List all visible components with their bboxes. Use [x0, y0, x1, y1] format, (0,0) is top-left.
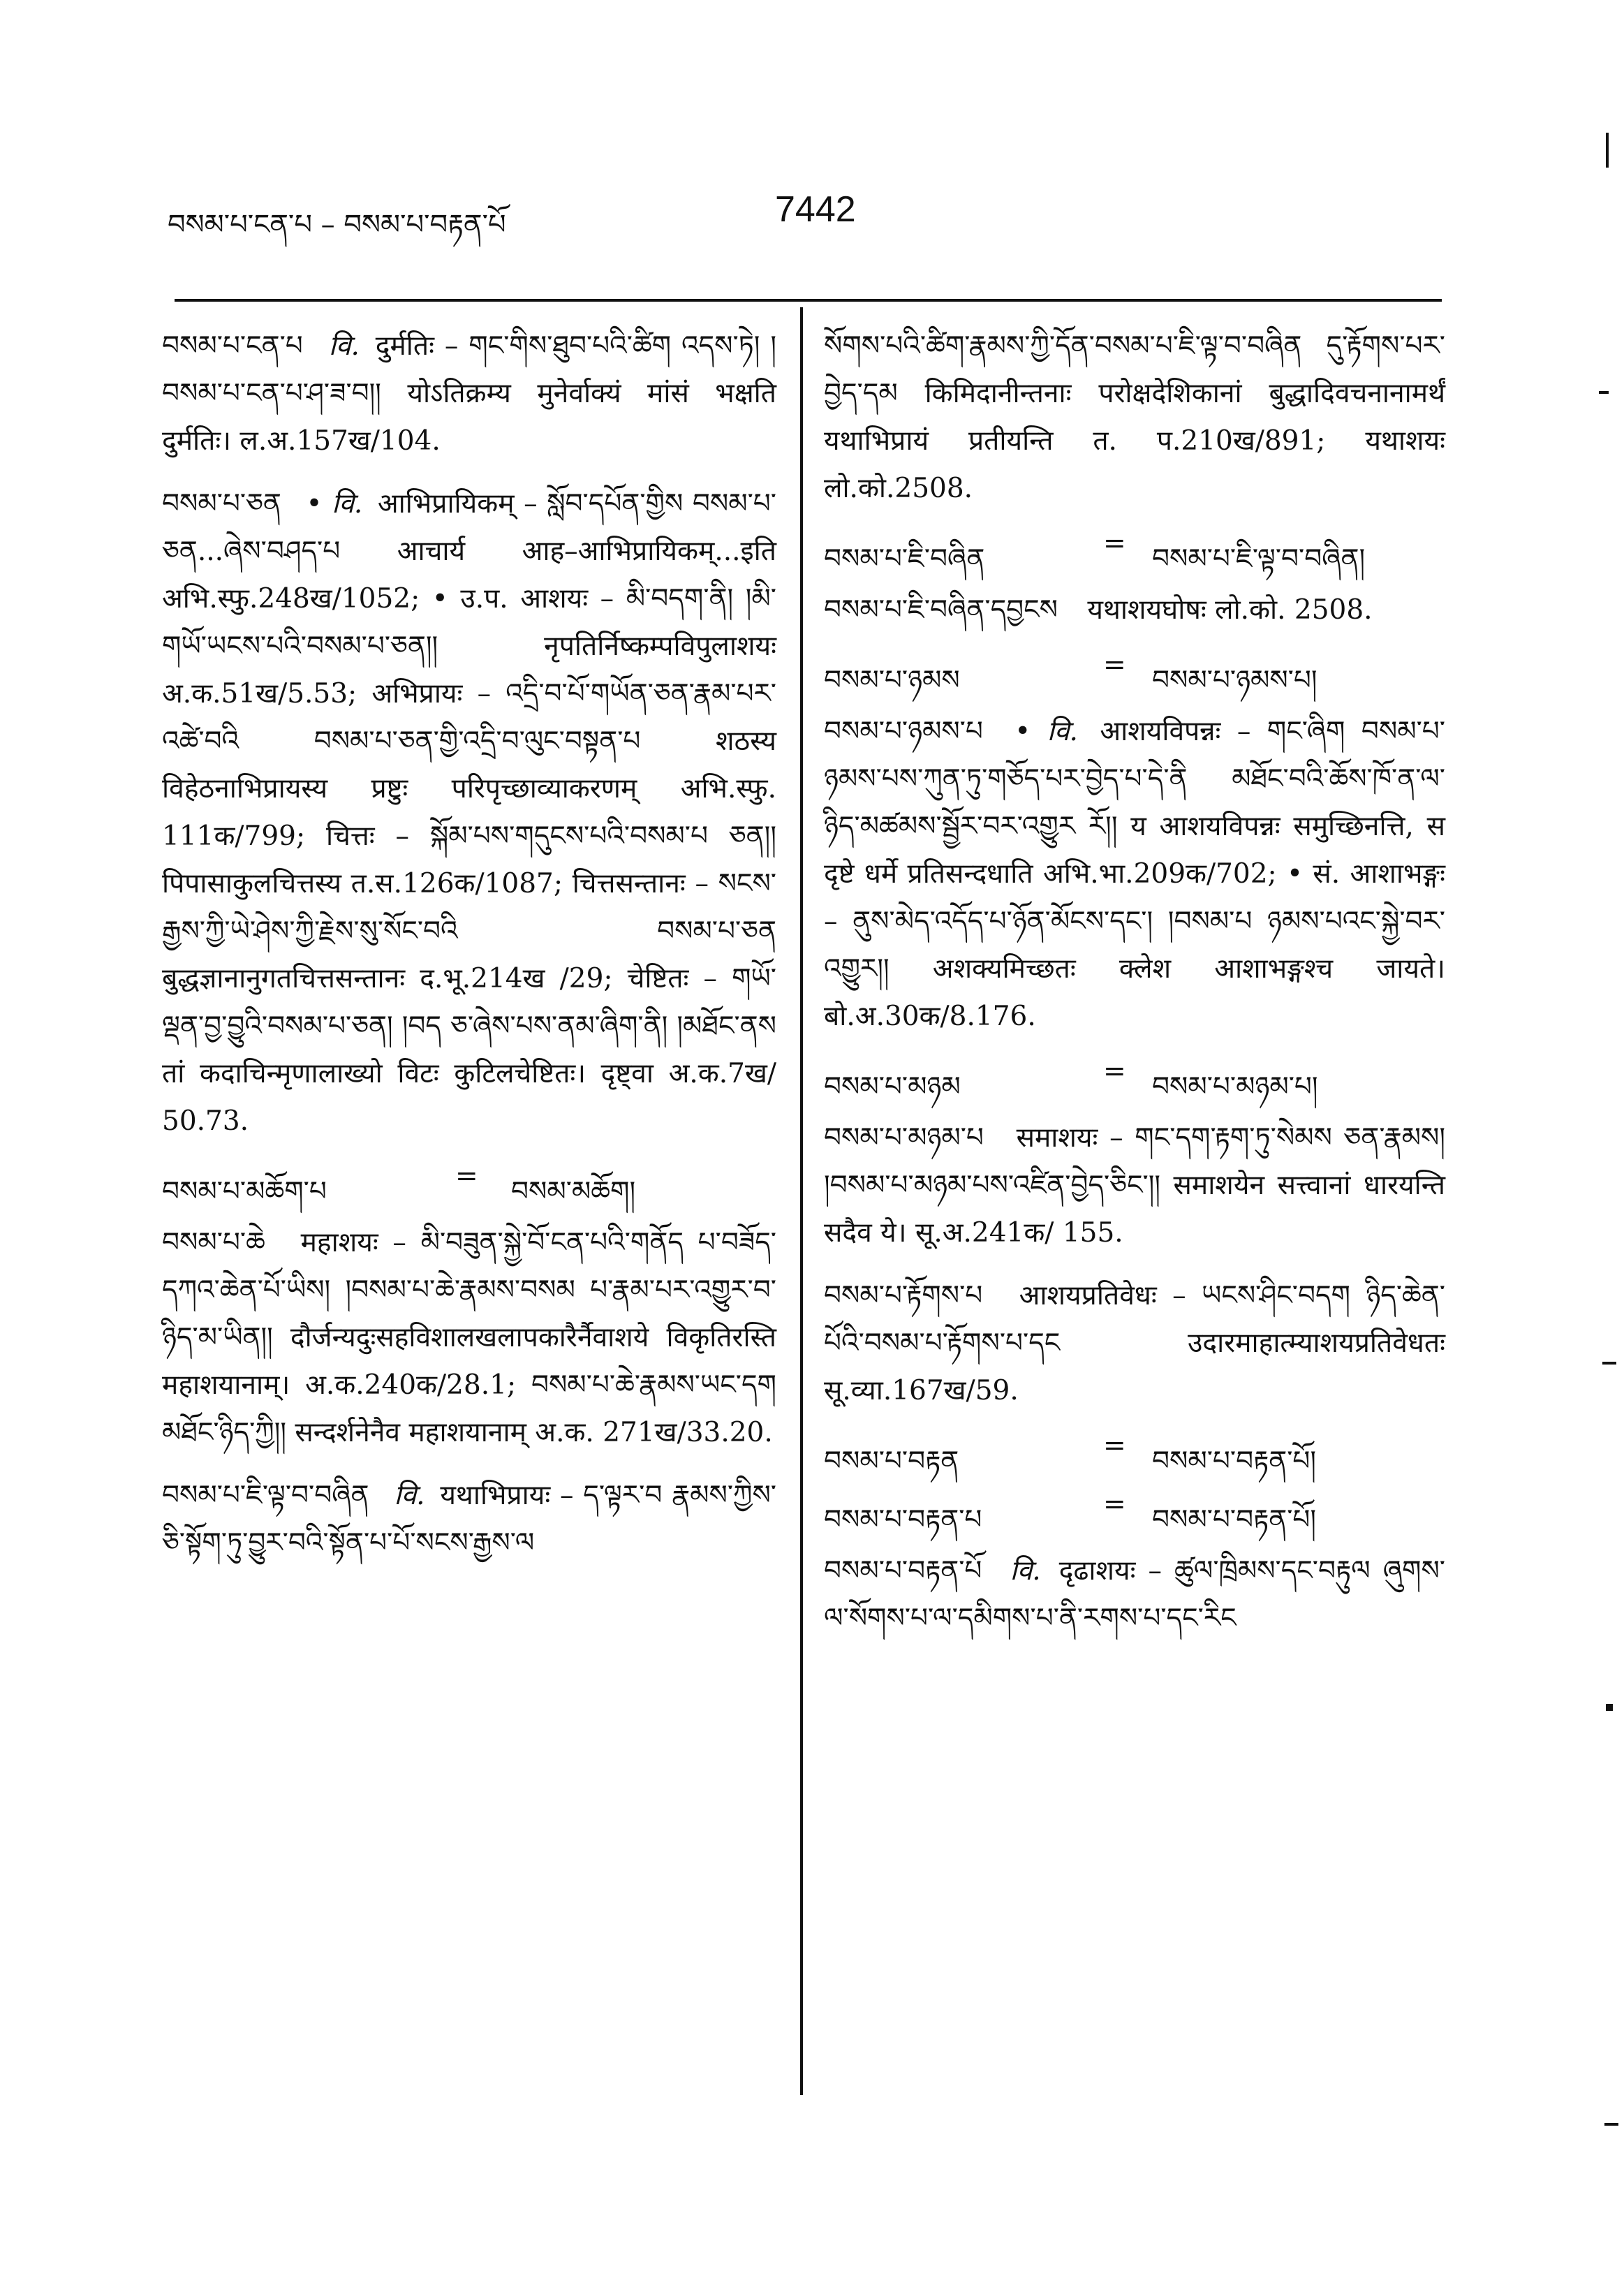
scan-margin-mark [1599, 391, 1609, 394]
cross-reference [824, 1489, 1445, 1536]
dictionary-entry [162, 1472, 776, 1567]
grammar-label: • वि. [1014, 716, 1078, 747]
dictionary-entry [162, 323, 776, 465]
left-column [162, 323, 776, 1582]
entry-headword: བསམ་པ་ཇི་བཞིན་དབྱངས [824, 594, 1058, 626]
entry-body: दृढाशयः – ཚུལ་ཁྲིམས་དང་བརྟུལ ཞུགས་ལ་སོགས་པ་ལ་དམིགས་པ་ནི་རགས་པ་དང་རིང [824, 1555, 1445, 1634]
entry-headword: བསམ་པ་རྟོགས་པ [824, 1280, 983, 1311]
page-header [168, 189, 1438, 244]
cross-reference [824, 649, 1445, 697]
entry-headword: བསམ་པ་མཆོག་པ [162, 1176, 327, 1207]
entry-headword: བསམ་པ་ཉམས [824, 665, 960, 696]
entry-body: आशयप्रतिवेधः – ཡངས་ཤིང་བདག ཉིད་ཆེན་པོའི་བསམ་པ་རྟོགས་པ་དང उदारमाहात्म्याशयप्रतिवेधतः सू.व्या.167ख/59. [824, 1280, 1445, 1406]
header-rule [175, 299, 1442, 302]
entry-body: महाशयः – མི་བཟུན་སྐྱེ་བོ་ངན་པའི་གནོད པ་བཟོད་དཀའ་ཆེན་པོ་ཡིས། །བསམ་པ་ཆེ་རྣམས་བསམ པ་རྣམ་པར་འགྱུར་བ་ཉིད་མ་ཡིན།། दौर्जन्यदुःसहविशालखलापकारैर्नैवाशये विकृतिरस्ति महाशयानाम्। अ.क.240क/28.1; བསམ་པ་ཆེ་རྣམས་ཡང་དག མཐོང་ཉིད་ཀྱི།། सन्दर्शनेनैव महाशयानाम् अ.क. 271ख/33.20. [162, 1227, 776, 1448]
entry-headword: བསམ་པ་ཅན [162, 488, 281, 520]
entry-continuation [824, 323, 1445, 513]
grammar-label: वि. [394, 1480, 425, 1511]
cross-reference [824, 1056, 1445, 1103]
cross-reference [162, 1161, 776, 1208]
cross-reference-target: བསམ་པ་མཉམ་པ། [1152, 1071, 1318, 1103]
dictionary-entry [824, 1272, 1445, 1415]
entry-body: दुर्मतिः – གང་གིས་ཐུབ་པའི་ཚིག འདས་ཏེ། །བསམ་པ་ངན་པ་ཤ་ཟ་བ།། योऽतिक्रम्य मुनेर्वाक्यं मांसं भक्षति दुर्मतिः। ल.अ.157ख/104. [162, 330, 777, 457]
cross-reference-target: བསམ་པ་ཉམས་པ། [1152, 665, 1317, 696]
entry-body: यथाभिप्रायः – ད་ལྟར་བ རྣམས་ཀྱིས་ཅི་སྟོག་ཏུ་བྱུར་བའི་སྟོན་པ་པོ་སངས་རྒྱས་ལ [162, 1480, 776, 1559]
entry-headword: བསམ་པ་ངན་པ [162, 330, 303, 362]
entry-headword: བསམ་པ་མཉམ [824, 1071, 961, 1103]
cross-reference-target: བསམ་པ་བརྟན་པོ། [1152, 1446, 1317, 1477]
entry-body: समाशयः – གང་དག་རྟག་ཏུ་སེམས ཅན་རྣམས། །བསམ་པ་མཉམ་པས་འཛིན་བྱེད་ཅིང་།། समाशयेन सत्त्वानां धारयन्ति सदैव ये। सू.अ.241क/ 155. [824, 1122, 1445, 1249]
entry-body: སོགས་པའི་ཚིག་རྣམས་ཀྱི་དོན་བསམ་པ་ཇི་ལྟ་བ་བཞིན དུ་རྟོགས་པར་བྱེད་དམ किमिदानीन्तनाः परोक्षदेशिकानां बुद्धादिवचनानामर्थं यथाभिप्रायं प्रतीयन्ति त. प.210ख/891; यथाशयः लो.को.2508. [824, 330, 1445, 504]
equals-sign: = [1103, 1430, 1126, 1462]
scan-margin-mark [1602, 1362, 1616, 1365]
entry-headword: བསམ་པ་ཆེ [162, 1227, 265, 1258]
entry-body: आभिप्रायिकम् – སློབ་དཔོན་གྱིས བསམ་པ་ཅན...ཞེས་བཤད་པ आचार्य आह–आभिप्रायिकम्...इति अभि.स्फु.248ख/1052; • उ.प. आशयः – མི་བདག་ནི། །མི་གཡོ་ཡངས་པའི་བསམ་པ་ཅན།། नृपतिर्निष्कम्पविपुलाशयः अ.क.51ख/5.53; अभिप्रायः – འདྲི་བ་པོ་གཡོན་ཅན་རྣམ་པར་འཚེ་བའི བསམ་པ་ཅན་གྱི་འདྲི་བ་ལུང་བསྟན་པ शठस्य विहेठनाभिप्रायस्य प्रष्टुः परिपृच्छाव्याकरणम् अभि.स्फु. 111क/799; चित्तः – སྐོམ་པས་གདུངས་པའི་བསམ་པ ཅན།། पिपासाकुलचित्तस्य त.स.126क/1087; चित्तसन्तानः – སངས་རྒྱས་ཀྱི་ཡེ་ཤེས་ཀྱི་རྗེས་སུ་སོང་བའི བསམ་པ་ཅན बुद्धज्ञानानुगतचित्तसन्तानः द.भू.214ख /29; चेष्टितः – གཡོ་ལྡན་བྱ་བྱུའི་བསམ་པ་ཅན། །བད ཅ་ཞེས་པས་ནམ་ཞིག་ནི། །མཐོང་ནས तां कदाचिन्मृणालाख्यो विटः कुटिलचेष्टितः। दृष्ट्वा अ.क.7ख/ 50.73. [162, 488, 776, 1137]
dictionary-entry [824, 708, 1445, 1040]
right-column [824, 323, 1445, 1658]
entry-body: आशयविपन्नः – གང་ཞིག བསམ་པ་ཉམས་པས་ཀུན་ཏུ་གཅོད་པར་བྱེད་པ་དེ་ནི མཐོང་བའི་ཆོས་ཁོ་ན་ལ་ཉིད་མཚམས་སྦྱོར་བར་འགྱུར རོ།། य आशयविपन्नः समुच्छिनत्ति, स दृष्टे धर्मे प्रतिसन्दधाति अभि.भा.209क/702; • सं. आशाभङ्गः – ནུས་མེད་འདོད་པ་ཉོན་མོངས་དང་། །བསམ་པ ཉམས་པའང་སྐྱེ་བར་འགྱུར།། अशक्यमिच्छतः क्लेश आशाभङ्गश्च जायते। बो.अ.30क/8.176. [824, 716, 1445, 1032]
entry-headword: བསམ་པ་མཉམ་པ [824, 1122, 984, 1154]
equals-sign: = [1103, 1056, 1126, 1087]
scan-margin-mark [1604, 2123, 1618, 2126]
entry-headword: བསམ་པ་བརྟན་པ [824, 1504, 982, 1536]
page-number: 7442 [775, 189, 856, 230]
grammar-label: वि. [328, 330, 360, 362]
equals-sign: = [1103, 649, 1126, 681]
scan-margin-mark [1606, 1704, 1613, 1711]
entry-headword: བསམ་པ་ཇི་ལྟ་བ་བཞིན [162, 1480, 369, 1511]
dictionary-entry [162, 1219, 776, 1457]
scan-margin-mark [1606, 133, 1609, 168]
column-divider [800, 307, 803, 2095]
equals-sign: = [455, 1161, 478, 1192]
cross-reference [824, 528, 1445, 575]
grammar-label: वि. [1010, 1555, 1041, 1587]
equals-sign: = [1103, 1489, 1126, 1520]
grammar-label: • वि. [306, 488, 363, 520]
cross-reference [824, 1430, 1445, 1478]
dictionary-entry [824, 1115, 1445, 1257]
cross-reference-target: བསམ་པ་ཇི་ལྟ་བ་བཞིན། [1152, 543, 1366, 575]
dictionary-entry [162, 480, 776, 1145]
entry-headword: བསམ་པ་ཇི་བཞིན [824, 543, 985, 575]
entry-headword: བསམ་པ་ཉམས་པ [824, 716, 983, 747]
entry-headword: བསམ་པ་བརྟན [824, 1446, 959, 1477]
cross-reference-target: བསམ་པ་བརྟན་པོ། [1152, 1504, 1317, 1536]
entry-headword: བསམ་པ་བརྟན་པོ [824, 1555, 982, 1587]
running-headword: བསམ་པ་ངན་པ – བསམ་པ་བརྟན་པོ [168, 209, 506, 241]
equals-sign: = [1103, 528, 1126, 559]
entry-body: यथाशयघोषः लो.को. 2508. [1087, 594, 1373, 626]
cross-reference-target: བསམ་མཆོག། [511, 1176, 636, 1207]
